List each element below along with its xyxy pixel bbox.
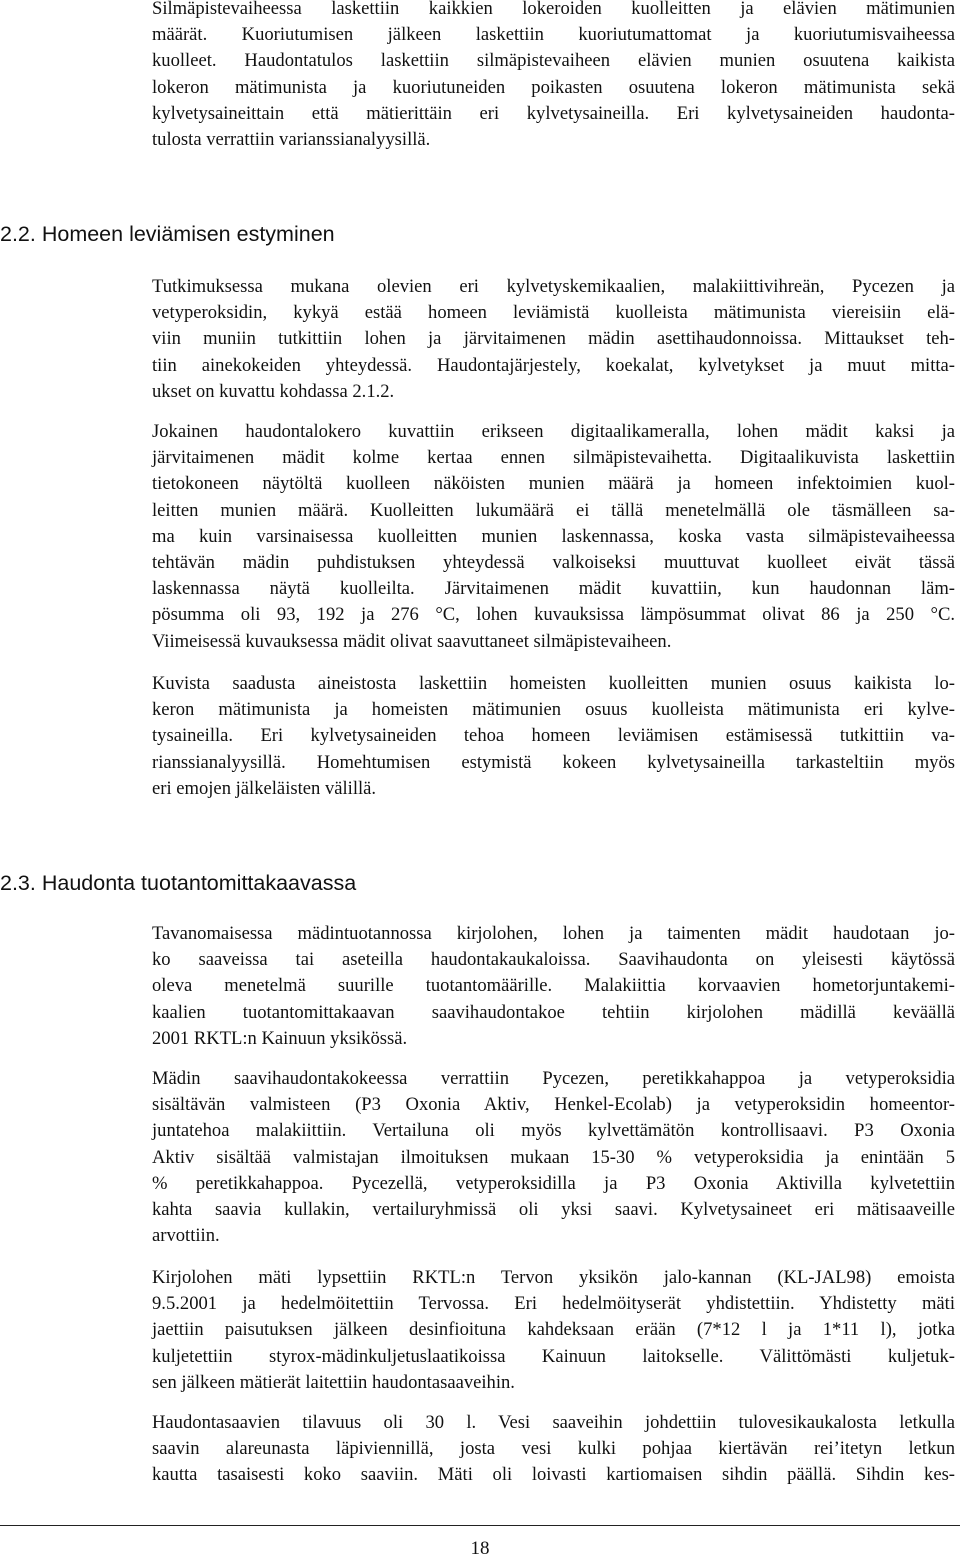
- text-line: eri emojen jälkeläisten välillä.: [152, 777, 377, 799]
- text-line: kaalien tuotantomittakaavan saavihaudontakoe tehtiin kirjolohen mädillä keväällä: [152, 1001, 955, 1023]
- text-line: % peretikkahappoa. Pycezellä, vetyperoksidilla ja P3 Oxonia Aktivilla kylvetettiin: [152, 1172, 955, 1194]
- text-line: pösumma oli 93, 192 ja 276 °C, lohen kuvauksissa lämpösummat olivat 86 ja 250 °C.: [152, 604, 955, 626]
- section-2-3-paragraph-2: [152, 1066, 955, 1249]
- text-line: kylvetysaineittain että mätierittäin eri kylvetysaineilla. Eri kylvetysaineiden haudonta-: [152, 102, 955, 124]
- text-line: Haudontasaavien tilavuus oli 30 l. Vesi saaveihin johdettiin tulovesikaukalosta letkulla: [152, 1412, 955, 1433]
- text-line: järvitaimenen mädit kolme kertaa ennen silmäpistevaihetta. Digitaalikuvista laskettiin: [152, 447, 955, 469]
- text-line: oleva menetelmä suurille tuotantomäärille. Malakiittia korvaavien hometorjuntakemi-: [152, 975, 955, 997]
- text-line: sisältävän valmisteen (P3 Oxonia Aktiv, Henkel-Ecolab) ja vetyperoksidin homeentor-: [152, 1094, 955, 1116]
- text-line: juntatehoa malakiittiin. Vertailuna oli myös kylvettämätön kontrollisaavi. P3 Oxonia: [152, 1120, 955, 1142]
- section-2-3-paragraph-4: [152, 1410, 955, 1489]
- text-line: Jokainen haudontalokero kuvattiin erikseen digitaalikameralla, lohen mädit kaksi ja: [152, 421, 955, 442]
- text-line: jaettiin paisutuksen jälkeen desinfioituna kahdeksaan erään (7*12 l ja 1*11 l), jotka: [152, 1319, 955, 1341]
- text-line: tietokoneen näytöltä kuolleen näköisten munien määrä ja homeen infektoimien kuol-: [152, 473, 955, 495]
- section-2-3-paragraph-3: [152, 1265, 955, 1396]
- section-2-2-paragraph-1: [152, 274, 955, 405]
- text-line: kuljetettiin styrox-mädinkuljetuslaatikoissa Kainuun laitokselle. Välittömästi kuljetuk-: [152, 1345, 955, 1367]
- text-line: laskennassa näytä kuolleilta. Järvitaimenen mädit kuvattiin, kun haudonnan läm-: [152, 578, 955, 600]
- text-line: rianssianalyysillä. Homehtumisen estymistä kokeen kylvetysaineilla tarkasteltiin myös: [152, 751, 955, 773]
- text-line: lokeron mätimunista ja kuoriutuneiden poikasten osuutena lokeron mätimunista sekä: [152, 76, 955, 98]
- section-heading-2-2: 2.2. Homeen leviämisen estyminen: [0, 222, 335, 246]
- text-line: Silmäpistevaiheessa laskettiin kaikkien lokeroiden kuolleitten ja elävien mätimunien: [152, 0, 955, 19]
- text-line: tehtävän mädin puhdistuksen yhteydessä valkoiseksi muuttuvat kuolleet eivät tässä: [152, 552, 955, 574]
- text-line: Viimeisessä kuvauksessa mädit olivat saavuttaneet silmäpistevaiheen.: [152, 630, 672, 652]
- text-line: leitten munien määrä. Kuolleitten lukumäärä ei tällä menetelmällä ole täsmälleen sa-: [152, 499, 955, 521]
- page-number: 18: [470, 1538, 490, 1559]
- text-line: keron mätimunista ja homeisten mätimunien osuus kuolleista mätimunista eri kylve-: [152, 699, 955, 721]
- text-line: Tutkimuksessa mukana olevien eri kylvetyskemikaalien, malakiittivihreän, Pycezen ja: [152, 276, 955, 297]
- text-line: ko saaveissa tai aseteilla haudontakaukaloissa. Saavihaudonta on yleisesti käytössä: [152, 949, 955, 971]
- text-line: Kuvista saadusta aineistosta laskettiin homeisten kuolleitten munien osuus kaikista lo-: [152, 673, 955, 694]
- text-line: tysaineilla. Eri kylvetysaineiden tehoa homeen leviämisen estämisessä tutkittiin va-: [152, 725, 955, 747]
- text-line: tulosta verrattiin varianssianalyysillä.: [152, 129, 431, 151]
- text-line: Mädin saavihaudontakokeessa verrattiin Pycezen, peretikkahappoa ja vetyperoksidia: [152, 1068, 955, 1089]
- text-line: tiin ainekokeiden yhteydessä. Haudontajärjestely, koekalat, kylvetykset ja muut mitta-: [152, 354, 955, 376]
- text-line: saavin alareunasta läpiviennillä, josta vesi kulki pohjaa kiertävän rei’itetyn letkun: [152, 1438, 955, 1460]
- text-line: kahta saavia kullakin, vertailuryhmissä oli yksi saavi. Kylvetysaineet eri mätisaaveille: [152, 1199, 955, 1221]
- text-line: arvottiin.: [152, 1225, 220, 1247]
- text-line: Aktiv sisältää valmistajan ilmoituksen mukaan 15-30 % vetyperoksidia ja enintään 5: [152, 1146, 955, 1168]
- text-line: viin muniin tutkittiin lohen ja järvitaimenen mädin asettihaudonnoissa. Mittaukset teh-: [152, 328, 955, 350]
- section-2-2-paragraph-2: [152, 419, 955, 655]
- text-line: määrät. Kuoriutumisen jälkeen laskettiin kuoriutumattomat ja kuoriutumisvaiheessa: [152, 24, 955, 46]
- section-2-2-paragraph-3: [152, 671, 955, 802]
- text-line: Kirjolohen mäti lypsettiin RKTL:n Tervon yksikön jalo-kannan (KL-JAL98) emoista: [152, 1267, 955, 1288]
- text-line: sen jälkeen mätierät laitettiin haudontasaaveihin.: [152, 1371, 515, 1393]
- footer-rule: [0, 1525, 960, 1526]
- text-line: Tavanomaisessa mädintuotannossa kirjolohen, lohen ja taimenten mädit haudotaan jo-: [152, 923, 955, 944]
- text-line: kuolleet. Haudontatulos laskettiin silmäpistevaiheen elävien munien osuutena kaikista: [152, 50, 955, 72]
- text-line: 9.5.2001 ja hedelmöitettiin Tervossa. Eri hedelmöityserät yhdistettiin. Yhdistetty mäti: [152, 1293, 955, 1315]
- text-line: kautta tasaisesti koko saaviin. Mäti oli loivasti kartiomaisen sihdin päällä. Sihdin kes-: [152, 1464, 955, 1486]
- text-line: ma kuin varsinaisessa kuolleitten munien laskennassa, koska vasta silmäpistevaiheessa: [152, 525, 955, 547]
- text-line: vetyperoksidin, kykyä estää homeen leviämistä kuolleista mätimunista viereisiin elä-: [152, 302, 955, 324]
- text-line: ukset on kuvattu kohdassa 2.1.2.: [152, 380, 395, 402]
- section-2-3-paragraph-1: [152, 921, 955, 1052]
- text-line: 2001 RKTL:n Kainuun yksikössä.: [152, 1027, 408, 1049]
- intro-paragraph: [152, 0, 955, 153]
- section-heading-2-3: 2.3. Haudonta tuotantomittakaavassa: [0, 871, 357, 895]
